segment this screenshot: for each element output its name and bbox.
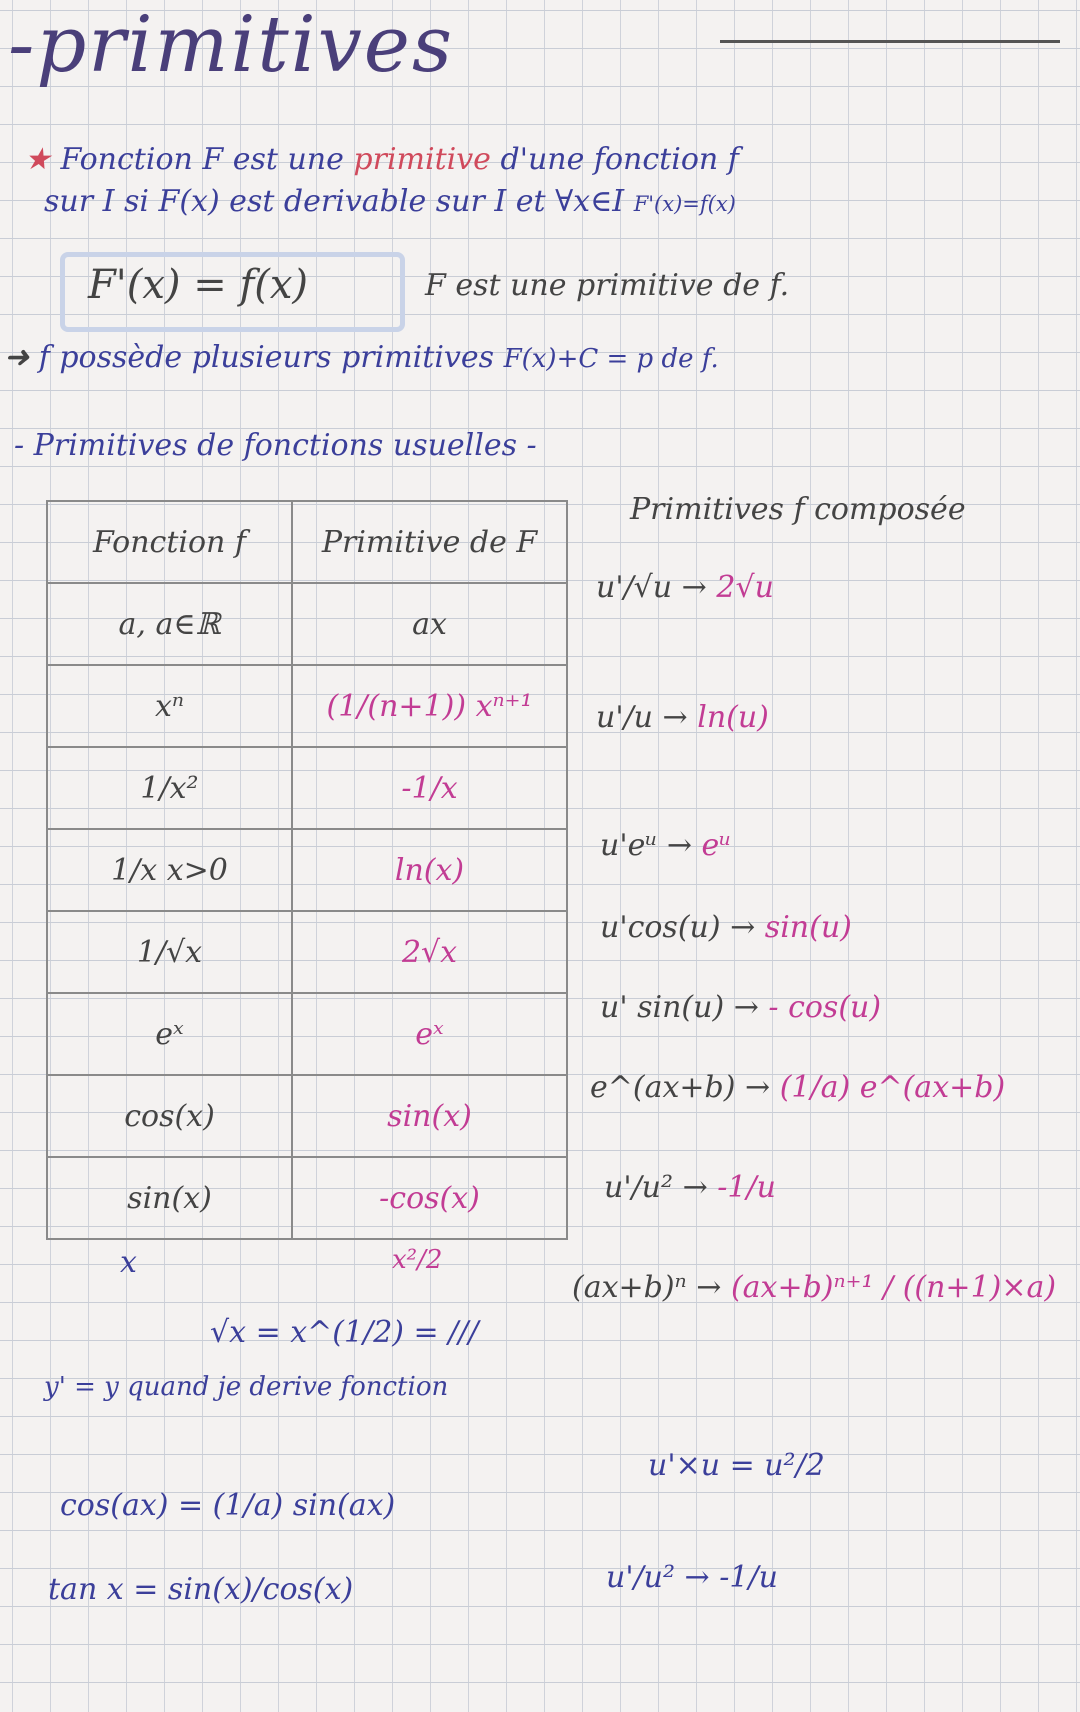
composite-item: u'cos(u) → sin(u) <box>600 910 852 945</box>
arrow-right-icon: ➜ <box>4 340 39 375</box>
table-row: 1/x² -1/x <box>47 747 567 829</box>
boxed-note: F est une primitive de f. <box>425 268 790 303</box>
highlight-primitive: primitive <box>353 142 491 177</box>
note-cos-identity: cos(ax) = (1/a) sin(ax) <box>60 1488 396 1523</box>
note-y-derivative: y' = y quand je derive fonction <box>44 1372 449 1402</box>
note-u-identity: u'×u = u²/2 <box>648 1448 825 1483</box>
table-header: Fonction f Primitive de F <box>47 501 567 583</box>
table-row: xⁿ (1/(n+1)) xⁿ⁺¹ <box>47 665 567 747</box>
composite-item: (ax+b)ⁿ → (ax+b)ⁿ⁺¹ / ((n+1)×a) <box>572 1270 1057 1305</box>
note-tan-identity: tan x = sin(x)/cos(x) <box>48 1572 354 1607</box>
arrow-line: ➜ f possède plusieurs primitives F(x)+C = p de f. <box>4 340 719 375</box>
definition-line-2: sur I si F(x) est derivable sur I et ∀x∈I F'(x)=f(x) <box>44 184 736 219</box>
section-heading: - Primitives de fonctions usuelles - <box>14 428 537 463</box>
composite-item: u'/√u → 2√u <box>596 570 774 605</box>
primitives-table <box>46 500 568 1240</box>
composite-item: u'/u → ln(u) <box>596 700 769 735</box>
boxed-formula: F'(x) = f(x) <box>88 262 309 308</box>
composite-heading: Primitives f composée <box>630 492 966 527</box>
table-row: eˣ eˣ <box>47 993 567 1075</box>
table-row: a, a∈ℝ ax <box>47 583 567 665</box>
composite-item: u'/u² → -1/u <box>604 1170 776 1205</box>
composite-item: e^(ax+b) → (1/a) e^(ax+b) <box>590 1070 1006 1105</box>
composite-item: u' sin(u) → - cos(u) <box>600 990 882 1025</box>
table-row: 1/√x 2√x <box>47 911 567 993</box>
note-x: x <box>120 1245 137 1280</box>
star-icon: ★ <box>24 142 61 177</box>
page-title: -primitives <box>8 0 454 90</box>
note-sqrt-identity: √x = x^(1/2) = /// <box>210 1315 479 1350</box>
note-x2-over-2: x²/2 <box>392 1245 443 1275</box>
table-row: 1/x x>0 ln(x) <box>47 829 567 911</box>
table-row: cos(x) sin(x) <box>47 1075 567 1157</box>
definition-line-1: ★ Fonction F est une primitive d'une fonction f <box>24 142 739 177</box>
table-row: sin(x) -cos(x) <box>47 1157 567 1239</box>
note-u-over-u2: u'/u² → -1/u <box>606 1560 778 1595</box>
title-underline <box>720 40 1060 43</box>
composite-item: u'eᵘ → eᵘ <box>600 828 732 863</box>
